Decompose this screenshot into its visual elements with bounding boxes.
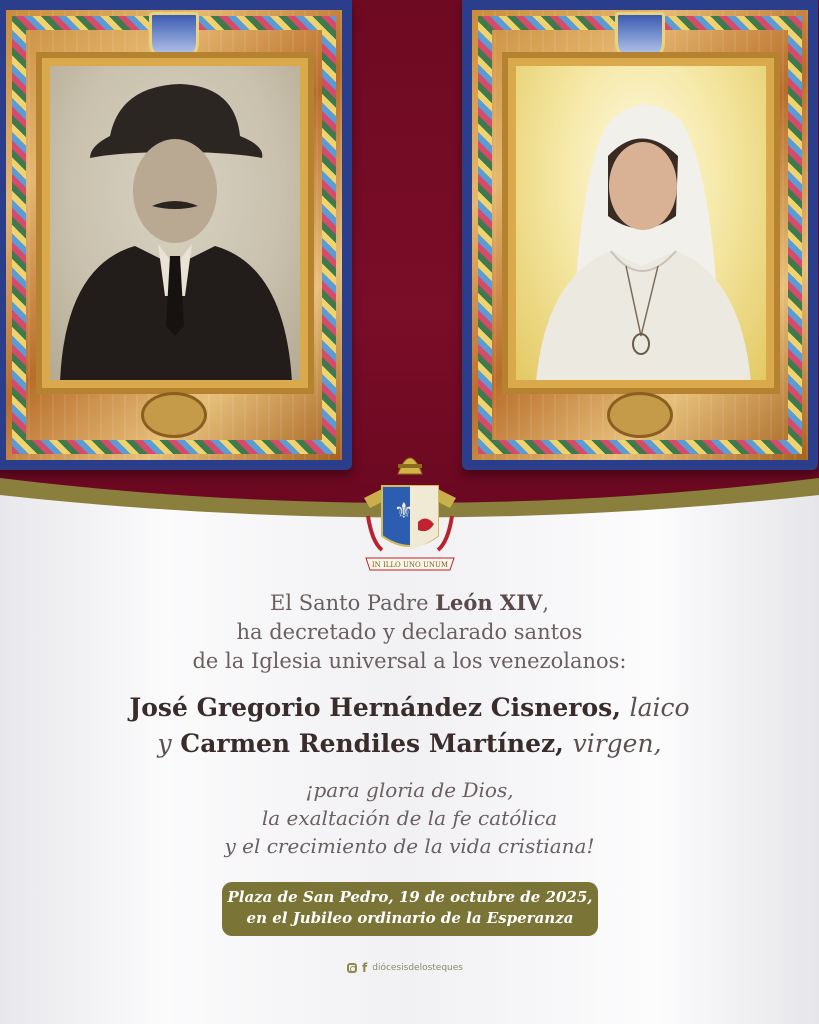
saints-connector: y: [157, 729, 172, 758]
intro-line-2: ha decretado y declarado santos: [236, 620, 583, 644]
intro-line-1: [0, 588, 819, 618]
closing-paragraph: [0, 776, 819, 860]
facebook-icon[interactable]: f: [362, 961, 368, 975]
saint-2: [0, 726, 819, 762]
intro-prefix: El Santo Padre: [269, 591, 436, 615]
event-date-badge: [222, 882, 598, 936]
saints-names: [0, 690, 819, 762]
svg-text:⚜: ⚜: [394, 499, 414, 524]
closing-line-1: ¡para gloria de Dios,: [305, 778, 514, 802]
gold-medallion: [141, 392, 207, 438]
saint-2-name: Carmen Rendiles Martínez,: [180, 729, 564, 758]
papal-coat-of-arms-logo: [358, 446, 462, 576]
saint-1-role: laico: [629, 693, 690, 722]
left-tapestry: [0, 0, 352, 470]
portrait-carmen-rendiles: [516, 66, 766, 380]
event-line-1: Plaza de San Pedro, 19 de octubre de 2025,: [227, 888, 593, 906]
social-footer: [347, 960, 463, 976]
portrait-jose-gregorio: [50, 66, 300, 380]
closing-line-3: y el crecimiento de la vida cristiana!: [224, 834, 595, 858]
pope-name: León XIV: [435, 590, 543, 615]
portrait-frame-right: [502, 52, 780, 394]
closing-line-2: la exaltación de la fe católica: [261, 806, 558, 830]
intro-paragraph: [0, 588, 819, 676]
coat-motto: IN ILLO UNO UNUM: [371, 561, 449, 569]
saint-1: [0, 690, 819, 726]
gold-medallion: [607, 392, 673, 438]
event-line-2: en el Jubileo ordinario de la Esperanza: [246, 909, 574, 927]
portrait-frame-left: [36, 52, 314, 394]
intro-suffix: ,: [542, 591, 549, 615]
saint-2-role: virgen,: [572, 729, 662, 758]
intro-line-3: de la Iglesia universal a los venezolanos:: [192, 649, 627, 673]
social-handle[interactable]: diócesisdelosteques: [372, 963, 463, 973]
announcement-text: [0, 588, 819, 860]
instagram-icon[interactable]: [347, 963, 357, 973]
saint-1-name: José Gregorio Hernández Cisneros,: [129, 693, 621, 722]
right-tapestry: [462, 0, 818, 470]
